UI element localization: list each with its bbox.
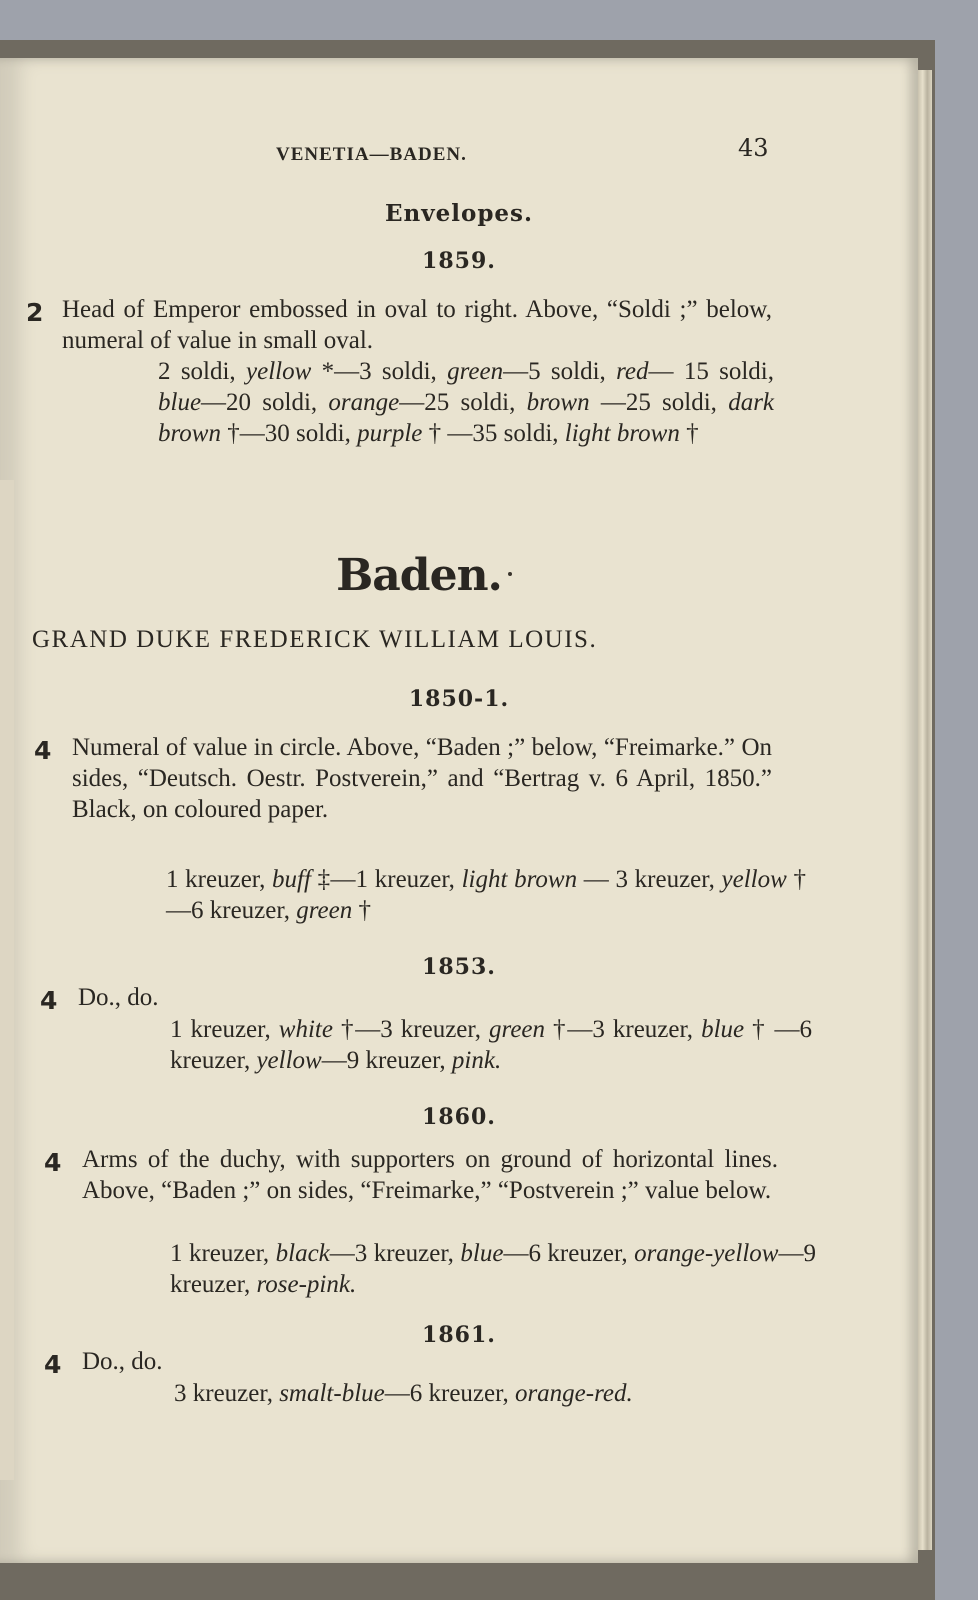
entry-quantity: 4 [44, 1148, 62, 1177]
value-text: † —35 soldi, [422, 420, 565, 447]
colour-name: green [447, 358, 504, 385]
entry-values [166, 864, 806, 926]
colour-name: orange [328, 389, 400, 416]
value-text: †—3 kreuzer, [332, 1016, 490, 1043]
colour-name: black [275, 1240, 330, 1267]
page-number: 43 [738, 134, 769, 162]
value-text: † [679, 420, 699, 447]
colour-name: green [489, 1016, 546, 1043]
colour-name: purple [357, 420, 423, 447]
value-text: —6 kreuzer, [503, 1240, 635, 1267]
entry-description: Do., do. [78, 984, 159, 1011]
value-text: —3 kreuzer, [329, 1240, 461, 1267]
colour-name: buff [272, 866, 311, 893]
colour-name: light brown [564, 420, 680, 447]
value-text: 1 kreuzer, [170, 1240, 276, 1267]
section-year: 1861. [422, 1322, 496, 1348]
value-text: —25 soldi, [399, 389, 527, 416]
running-head: VENETIA—BADEN. [276, 144, 467, 165]
page-header [0, 134, 918, 170]
entry-description: Arms of the duchy, with supporters on ground of horizontal lines. Above, “Baden ;” on sides, “Freimarke,” “Postverein ;” value below. [82, 1146, 778, 1204]
entry-description: Numeral of value in circle. Above, “Baden ;” below, “Freimarke.” On sides, “Deutsch. Oestr. Postverein,” and “Bertrag v. 6 April, 1850.” Black, on coloured paper. [72, 734, 772, 823]
value-text: — 3 kreuzer, [577, 866, 722, 893]
entry-values [170, 1238, 816, 1300]
colour-name: rose-pink. [256, 1271, 357, 1298]
value-text: 1 kreuzer, [166, 866, 273, 893]
ruler-heading: GRAND DUKE FREDERICK WILLIAM LOUIS. [32, 626, 598, 653]
colour-name: blue [158, 389, 202, 416]
colour-name: yellow [721, 866, 787, 893]
envelopes-heading: Envelopes. [385, 200, 533, 227]
colour-name: brown [526, 389, 590, 416]
value-text: —25 soldi, [589, 389, 729, 416]
value-text: † —6 kreuzer, [170, 1016, 812, 1074]
ink-speck [508, 572, 512, 576]
value-text: †—30 soldi, [220, 420, 358, 447]
value-text: —20 soldi, [201, 389, 329, 416]
entry-quantity: 4 [40, 986, 58, 1015]
entry-quantity: 4 [34, 736, 52, 765]
value-text: 3 kreuzer, [174, 1380, 280, 1407]
entry-values [170, 1014, 812, 1076]
section-title-baden: Baden. [336, 550, 502, 601]
value-text: † [352, 897, 371, 924]
colour-name: white [278, 1016, 333, 1043]
colour-name: dark brown [158, 389, 775, 447]
value-text: †—3 kreuzer, [545, 1016, 702, 1043]
entry-description: Do., do. [82, 1348, 163, 1375]
value-text: ‡—1 kreuzer, [310, 866, 462, 893]
colour-name: orange-yellow [634, 1240, 779, 1267]
colour-name: orange-red. [514, 1380, 633, 1407]
page-edge [918, 70, 932, 1550]
colour-name: yellow [246, 358, 312, 385]
colour-name: pink. [451, 1047, 502, 1074]
colour-name: blue [460, 1240, 504, 1267]
section-year: 1853. [422, 954, 496, 980]
colour-name: blue [701, 1016, 745, 1043]
colour-name: red [616, 358, 649, 385]
value-text: — 15 soldi, [648, 358, 774, 385]
colour-name: smalt-blue [279, 1380, 385, 1407]
value-text: *—3 soldi, [311, 358, 448, 385]
entry-quantity: 2 [26, 298, 44, 327]
section-year: 1850-1. [408, 686, 510, 712]
colour-name: light brown [461, 866, 578, 893]
value-text: —5 soldi, [503, 358, 617, 385]
value-text: —6 kreuzer, [384, 1380, 515, 1407]
value-text: —9 kreuzer, [170, 1240, 816, 1298]
entry-values [174, 1378, 814, 1409]
value-text: 1 kreuzer, [170, 1016, 279, 1043]
section-year: 1860. [422, 1104, 496, 1130]
entry-description: Head of Emperor embossed in oval to right. Above, “Soldi ;” below, numeral of value in small oval. [62, 296, 772, 354]
entry-values [158, 356, 774, 449]
colour-name: green [296, 897, 353, 924]
colour-name: yellow [256, 1047, 322, 1074]
value-text: —9 kreuzer, [321, 1047, 452, 1074]
value-text: 2 soldi, [158, 358, 246, 385]
entry-quantity: 4 [44, 1350, 62, 1379]
envelopes-year: 1859. [422, 248, 496, 274]
value-text: †—6 kreuzer, [166, 866, 806, 924]
